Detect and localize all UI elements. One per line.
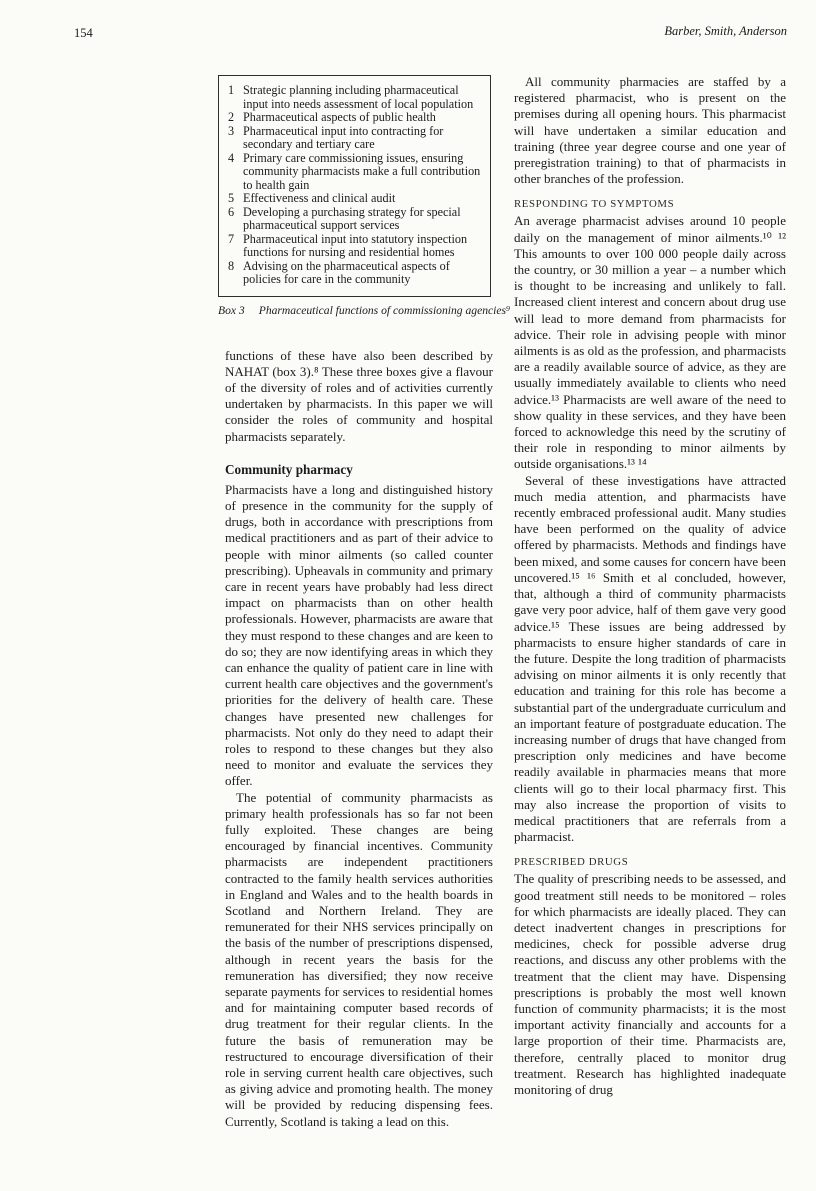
page-number: 154 xyxy=(74,26,93,40)
box3-item xyxy=(228,125,481,152)
box3-item xyxy=(228,192,481,206)
paragraph-responding-2: Several of these investigations have attracted much media attention, and pharmacists have recently embraced professional audit. Many studies have been performed on the quality of advice offered by pharmacists. Methods and findings have been mixed, and some causes for concern have been uncovered.¹⁵ ¹⁶ Smith et al concluded, however, that, although a third of community pharmacists gave very poor advice, half of them gave very good advice.¹⁵ These issues are being addressed by pharmacists to ensure higher standards of care in the future. Despite the long tradition of pharmacists advising on minor ailments it is only recently that education and training for this role has become a substantial part of the undergraduate curriculum and an important feature of postgraduate education. The increasing number of drugs that have changed from prescription only medicines and have become readily available in pharmacies means that more clients will go to their local pharmacy first. This may also increase the proportion of visits to medical practitioners that are referrals from a pharmacist. xyxy=(514,472,786,845)
box3-item-number: 2 xyxy=(228,110,235,124)
paragraph-prescribed-drugs-1: The quality of prescribing needs to be assessed, and good treatment still needs to be monitored – roles for which pharmacists are ideally placed. They can detect inadvertent changes in prescriptions for medicines, check for possible adverse drug reactions, and discuss any other problems with the treatment that the client may have. Dispensing prescriptions is probably the most well known function of community pharmacists; it is the most important activity financially and accounts for a large proportion of their time. Pharmacists are, therefore, centrally placed to monitor drug treatment. Research has highlighted inadequate monitoring of drug xyxy=(514,871,786,1097)
box3-item xyxy=(228,84,481,111)
box3-item-number: 8 xyxy=(228,258,235,273)
box3-item xyxy=(228,111,481,125)
box3-item-number: 7 xyxy=(228,231,235,246)
left-column xyxy=(218,74,511,1130)
box3-item-number: 5 xyxy=(228,191,235,205)
box3-caption-text: Pharmaceutical functions of commissioning agencies⁹ xyxy=(258,303,511,317)
box3-item-text: Pharmaceutical input into contracting for secondary and tertiary care xyxy=(243,123,444,151)
right-column xyxy=(514,74,786,1098)
paragraph-responding-1: An average pharmacist advises around 10 people daily on the management of minor ailments.¹⁰ ¹² This amounts to over 100 000 people daily across the country, or 30 million a year – a number which is thought to be increasing and unlikely to fall. Increased client interest and concern about drug use will lead to more demand from pharmacists for advice. Their role in advising people with minor ailments is as old as the profession, and pharmacists are a readily available source of advice, as they are usually immediately available to clients who need advice.¹³ Pharmacists are well aware of the need to show quality in these services, and they have been forced to acknowledge this need by the scrutiny of their role in responding to minor ailments by outside organisations.¹³ ¹⁴ xyxy=(514,213,786,472)
box3-item-number: 1 xyxy=(228,83,235,97)
box3-caption-label: Box 3 xyxy=(218,303,245,317)
box3-item-text: Developing a purchasing strategy for special pharmaceutical support services xyxy=(243,204,461,232)
box3-panel xyxy=(218,75,491,297)
box3-item-text: Primary care commissioning issues, ensuring community pharmacists make a full contribution to health gain xyxy=(243,150,481,192)
paragraph-staffing: All community pharmacies are staffed by a registered pharmacist, who is present on the premises during all opening hours. This pharmacist will have undertaken a similar education and training (three year degree course and one year of preregistration training) to that of pharmacists in other branches of the profession. xyxy=(514,74,786,187)
box3-item-text: Pharmaceutical input into statutory inspection functions for nursing and residential homes xyxy=(243,231,468,259)
section-heading-responding-to-symptoms: RESPONDING TO SYMPTOMS xyxy=(514,198,675,211)
box3-item-text: Pharmaceutical aspects of public health xyxy=(243,110,436,124)
box3-item-number: 3 xyxy=(228,123,235,138)
paragraph-community-pharmacy-1: Pharmacists have a long and distinguished history of presence in the community for the supply of drugs, both in accordance with prescriptions from medical practitioners and as part of their advice to people with minor ailments (so called counter prescribing). Upheavals in community and primary care in recent years have probably had less direct impact on pharmacists than on other health professionals. However, pharmacists are aware that they must respond to these changes and are keen to do so; they are now identifying areas in which they can enhance the quality of patient care in line with current health care objectives and the government's priorities for the delivery of health care. These changes have presented new challenges for pharmacists. Not only do they need to adapt their roles to respond to these changes but they also need to monitor and evaluate the services they offer. xyxy=(225,481,493,789)
section-heading-prescribed-drugs: PRESCRIBED DRUGS xyxy=(514,856,629,869)
box3-item-number: 6 xyxy=(228,204,235,219)
box3-caption xyxy=(218,303,511,317)
box3-item xyxy=(228,260,481,287)
paragraph-community-pharmacy-2: The potential of community pharmacists as primary health professionals has so far not been fully exploited. These changes are being encouraged by financial incentives. Community pharmacists are independent practitioners contracted to the family health services authorities in England and Wales and to the health boards in Scotland and Northern Ireland. They are remunerated for their NHS services principally on the basis of the number of prescriptions dispensed, although in recent years the basis for the remuneration has diversified; they now receive separate payments for services to residential homes and for maintaining computer based records of drug treatment for their regular clients. In the future the basis of remuneration may be restructured to encourage diversification of their role in serving current health care objectives, such as giving advice and promoting health. The money will be provided by reducing dispensing fees. Currently, Scotland is taking a lead on this. xyxy=(225,789,493,1129)
running-head-authors: Barber, Smith, Anderson xyxy=(664,24,787,38)
box3-item-text: Strategic planning including pharmaceutical input into needs assessment of local population xyxy=(243,83,474,111)
box3-item-text: Advising on the pharmaceutical aspects of policies for care in the community xyxy=(243,258,450,286)
box3-item-text: Effectiveness and clinical audit xyxy=(243,191,396,205)
box3-item-number: 4 xyxy=(228,150,235,165)
paragraph-intro-continuation: functions of these have also been described by NAHAT (box 3).⁸ These three boxes give a flavour of the diversity of roles and of activities currently undertaken by pharmacists. In this paper we will consider the roles of community and hospital pharmacists separately. xyxy=(225,347,493,444)
box3-item xyxy=(228,206,481,233)
box3-item xyxy=(228,233,481,260)
box3-item xyxy=(228,152,481,193)
section-heading-community-pharmacy: Community pharmacy xyxy=(225,461,353,477)
